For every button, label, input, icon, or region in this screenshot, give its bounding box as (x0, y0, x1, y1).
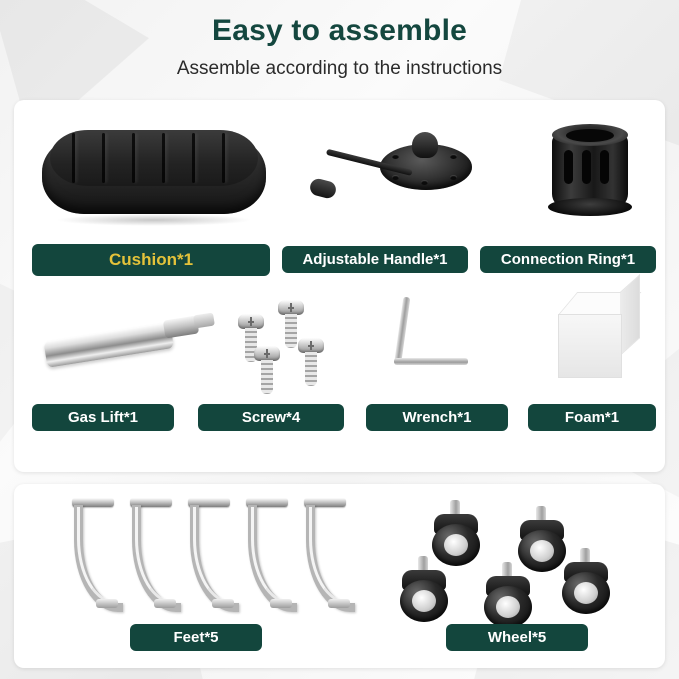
header (0, 0, 679, 80)
label-wrench: Wrench*1 (366, 404, 508, 431)
cushion-image (42, 126, 268, 226)
adjustable-handle-image (304, 126, 474, 226)
page-title: Easy to assemble (211, 14, 467, 47)
label-cushion: Cushion*1 (32, 244, 270, 276)
connection-ring-image (530, 120, 650, 230)
page-subtitle: Assemble according to the instructions (176, 58, 503, 79)
label-foam: Foam*1 (528, 404, 656, 431)
wrench-image (386, 296, 496, 386)
screw-image (232, 286, 342, 394)
label-connection-ring: Connection Ring*1 (480, 246, 656, 273)
parts-panel-bottom (14, 484, 665, 668)
label-screw: Screw*4 (198, 404, 344, 431)
label-adjustable-handle: Adjustable Handle*1 (282, 246, 468, 273)
gas-lift-image (44, 296, 224, 386)
label-gas-lift: Gas Lift*1 (32, 404, 174, 431)
foam-image (554, 292, 644, 384)
parts-panel-top (14, 100, 665, 472)
label-wheel: Wheel*5 (446, 624, 588, 651)
label-feet: Feet*5 (130, 624, 262, 651)
